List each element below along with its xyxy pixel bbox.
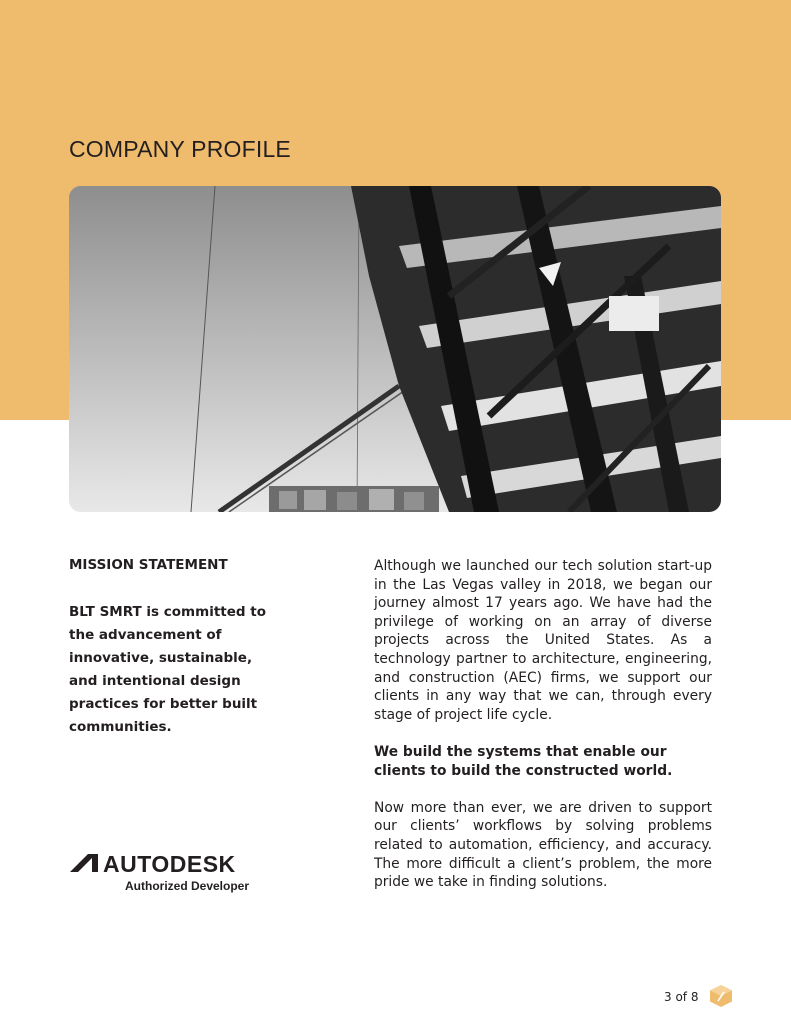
body-paragraph-3: Now more than ever, we are driven to support our clients’ workflows by solving problems related to automation, efficiency, and accuracy. The more difficult a client’s problem, the more pride we take in finding solutions. [374, 799, 712, 891]
body-paragraph-2: We build the systems that enable our clients to build the constructed world. [374, 743, 673, 779]
autodesk-subtitle: Authorized Developer [125, 879, 250, 893]
construction-photo [69, 186, 721, 512]
mission-text: BLT SMRT is committed to the advancement of innovative, sustainable, and intentional design practices for better built communities. [69, 604, 266, 735]
blt-smrt-logo-icon [709, 984, 733, 1008]
autodesk-badge [70, 851, 260, 897]
body-paragraph-1: Although we launched our tech solution start-up in the Las Vegas valley in 2018, we began our journey almost 17 years ago. We have had the privilege of working on an array of diverse projects across the United States. As a technology partner to architecture, engineering, and construction (AEC) firms, we support our clients in any way that we can, through every stage of project life cycle. [374, 558, 712, 723]
mission-heading: MISSION STATEMENT [69, 557, 228, 573]
body-column [374, 557, 712, 910]
autodesk-wordmark: AUTODESK [103, 851, 236, 877]
page-number: 3 of 8 [664, 990, 699, 1004]
construction-photo-illustration [69, 186, 721, 512]
page-title: COMPANY PROFILE [69, 136, 291, 162]
autodesk-logo-icon [70, 854, 98, 872]
